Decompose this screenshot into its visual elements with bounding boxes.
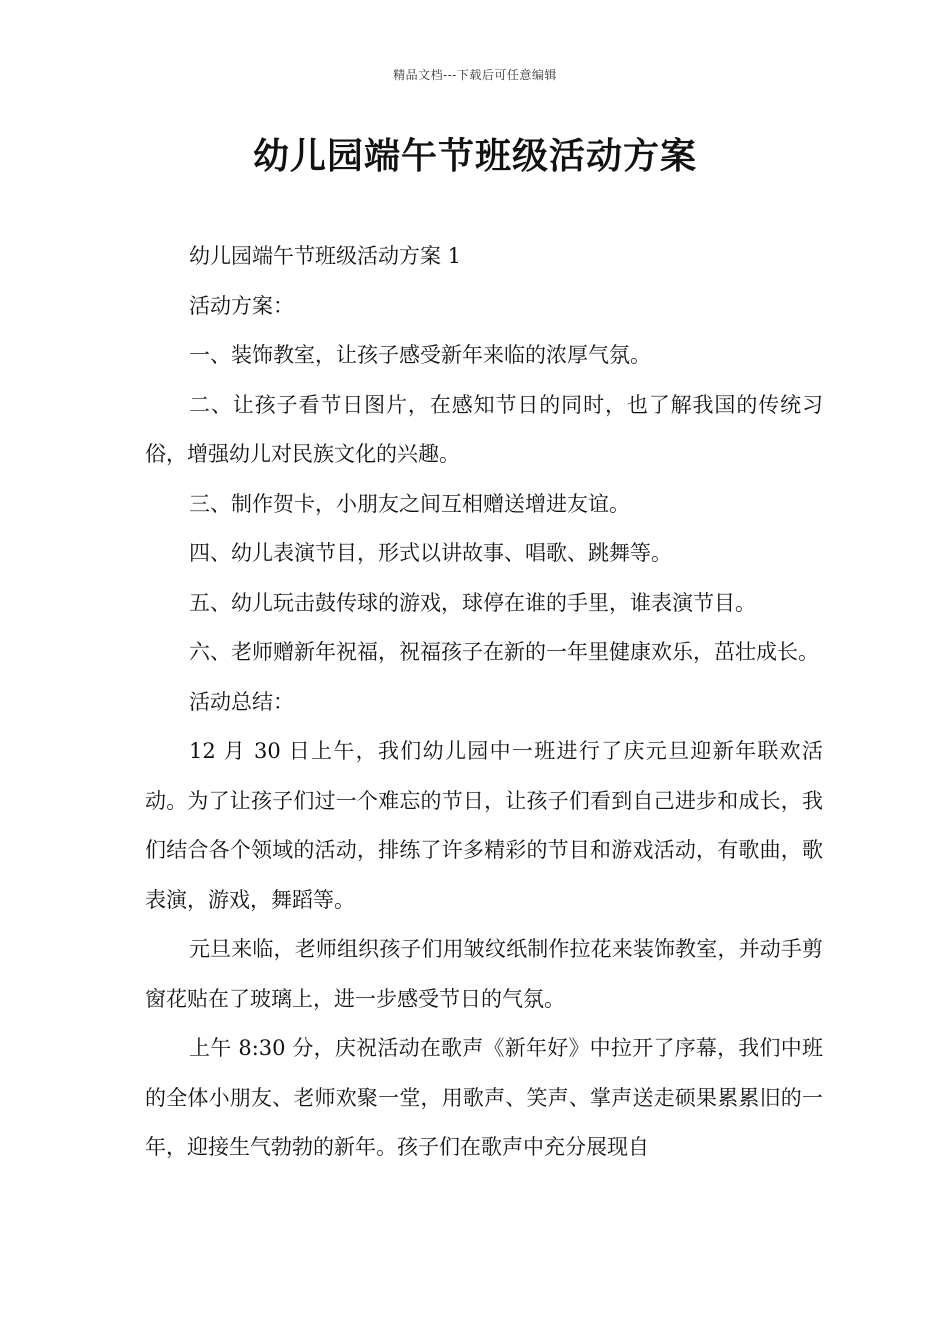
paragraph-item-6: 六、老师赠新年祝福，祝福孩子在新的一年里健康欢乐，茁壮成长。 (189, 640, 819, 664)
paragraph-item-3: 三、制作贺卡，小朋友之间互相赠送增进友谊。 (189, 491, 630, 516)
header-note: 精品文档---下载后可任意编辑 (393, 68, 557, 82)
paragraph-summary-3: 上午 8:30 分，庆祝活动在歌声《新年好》中拉开了序幕，我们中班的全体小朋友、老师欢聚一堂，用歌声、笑声、掌声送走硕果累累旧的一年，迎接生气勃勃的新年。孩子们在歌声中充分展现自 (145, 1036, 823, 1159)
paragraph-item-2: 二、让孩子看节日图片，在感知节日的同时，也了解我国的传统习俗，增强幼儿对民族文化的兴趣。 (145, 392, 823, 466)
document-body (145, 232, 823, 1173)
paragraph-summary-2: 元旦来临，老师组织孩子们用皱纹纸制作拉花来装饰教室，并动手剪窗花贴在了玻璃上，进一步感受节日的气氛。 (145, 937, 823, 1011)
paragraph-item-1: 一、装饰教室，让孩子感受新年来临的浓厚气氛。 (189, 343, 651, 367)
paragraph-item-4: 四、幼儿表演节目，形式以讲故事、唱歌、跳舞等。 (189, 541, 672, 565)
paragraph-summary-1: 12 月 30 日上午，我们幼儿园中一班进行了庆元旦迎新年联欢活动。为了让孩子们过一个难忘的节日，让孩子们看到自己进步和成长，我们结合各个领域的活动，排练了许多精彩的节目和游戏活动，有歌曲，歌表演，游戏，舞蹈等。 (145, 739, 823, 912)
paragraph-summary-heading: 活动总结： (189, 689, 294, 714)
paragraph-item-5: 五、幼儿玩击鼓传球的游戏，球停在谁的手里，谁表演节目。 (189, 590, 756, 615)
paragraph-subtitle: 幼儿园端午节班级活动方案 1 (189, 244, 462, 268)
paragraph-plan-heading: 活动方案： (189, 293, 294, 318)
document-title: 幼儿园端午节班级活动方案 (252, 135, 697, 177)
